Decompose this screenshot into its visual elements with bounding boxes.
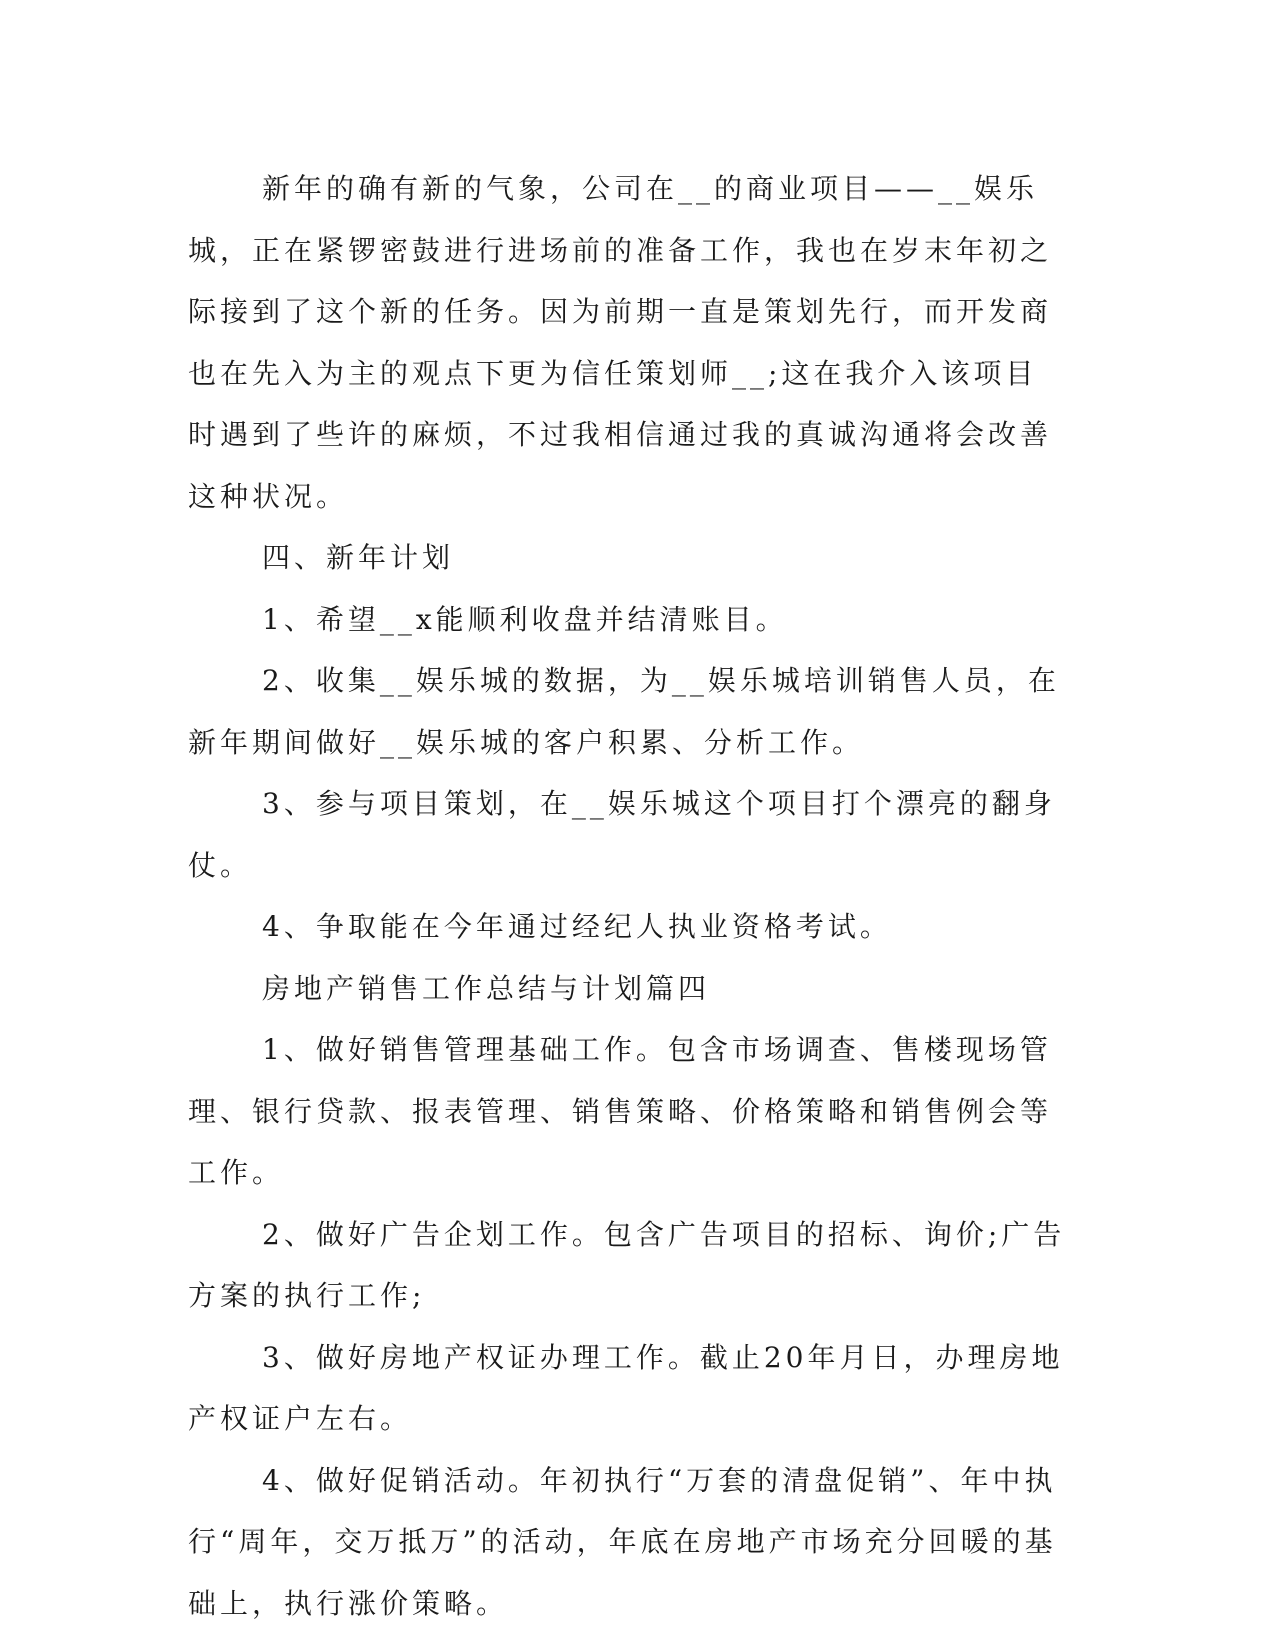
document-body: [188, 158, 1068, 1634]
work-item-1: 1、做好销售管理基础工作。包含市场调查、售楼现场管理、银行贷款、报表管理、销售策略、价格策略和销售例会等工作。: [188, 1033, 1053, 1189]
plan-item-4: 4、争取能在今年通过经纪人执业资格考试。: [262, 910, 892, 943]
plan-item-3: 3、参与项目策划，在__娱乐城这个项目打个漂亮的翻身仗。: [188, 787, 1056, 882]
work-item-4: 4、做好促销活动。年初执行“万套的清盘促销”、年中执行“周年，交万抵万”的活动，年底在房地产市场充分回暖的基础上，执行涨价策略。: [188, 1463, 1057, 1620]
plan-item-1: 1、希望__x能顺利收盘并结清账目。: [262, 602, 788, 636]
article-title-part-four: 房地产销售工作总结与计划篇四: [262, 971, 711, 1005]
section-heading-new-year-plan: 四、新年计划: [262, 541, 455, 574]
work-item-3: 3、做好房地产权证办理工作。截止20年月日，办理房地产权证户左右。: [188, 1340, 1064, 1435]
work-item-2: 2、做好广告企划工作。包含广告项目的招标、询价;广告方案的执行工作;: [188, 1217, 1066, 1312]
plan-item-2: 2、收集__娱乐城的数据，为__娱乐城培训销售人员，在新年期间做好__娱乐城的客户积累、分析工作。: [188, 664, 1060, 759]
paragraph-new-year-project: 新年的确有新的气象，公司在__的商业项目——__娱乐城，正在紧锣密鼓进行进场前的准备工作，我也在岁末年初之际接到了这个新的任务。因为前期一直是策划先行，而开发商也在先入为主的观点下更为信任策划师__;这在我介入该项目时遇到了些许的麻烦，不过我相信通过我的真诚沟通将会改善这种状况。: [188, 172, 1053, 513]
